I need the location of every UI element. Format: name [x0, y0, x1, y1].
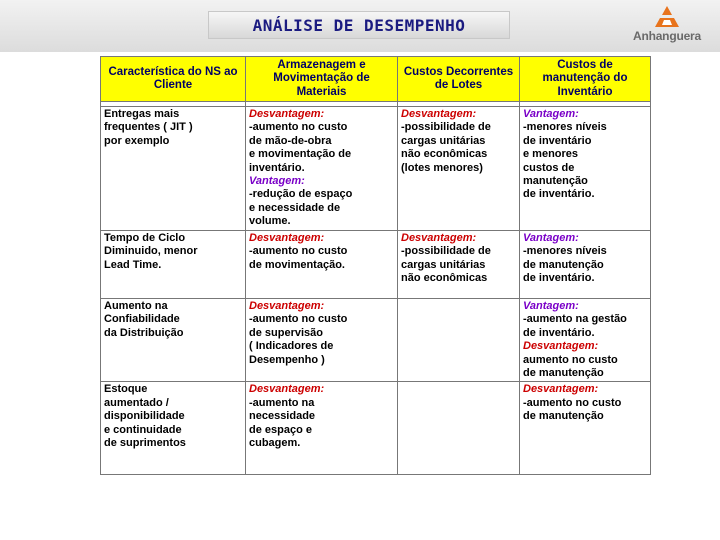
logo-text: Anhanguera: [632, 29, 701, 43]
feature-text: Estoque aumentado / disponibilidade e continuidade de suprimentos: [104, 383, 186, 450]
cell-text: -possibilidade de cargas unitárias não econômicas (lotes menores): [401, 121, 491, 174]
anhanguera-logo-icon: [654, 6, 680, 28]
cell-text: -aumento no custo de movimentação.: [249, 245, 348, 271]
feature-text: Aumento na Confiabilidade da Distribuição: [104, 300, 184, 339]
disadvantage-label: Desvantagem:: [249, 383, 325, 396]
manutencao-cell: [520, 382, 651, 475]
table-row: [101, 231, 651, 299]
armazenagem-cell: [246, 299, 398, 382]
table-header-row: [101, 57, 651, 102]
disadvantage-label: Desvantagem:: [401, 108, 477, 120]
cell-text: aumento no custo de manutenção: [523, 353, 618, 380]
table-row: [101, 107, 651, 231]
feature-cell: [101, 382, 246, 475]
armazenagem-cell: [246, 231, 398, 299]
lotes-cell: [398, 299, 520, 382]
advantage-label: Vantagem:: [523, 300, 579, 312]
cell-text: -menores níveis de manutenção de inventário.: [523, 245, 607, 285]
cell-text: -aumento no custo de supervisão ( Indicadores de Desempenho ): [249, 313, 348, 366]
header-cell: Custos Decorrentes de Lotes: [398, 57, 520, 102]
slide-title: ANÁLISE DE DESEMPENHO: [252, 15, 466, 35]
manutencao-cell: [520, 107, 651, 231]
cell-text: -aumento no custo de mão-de-obra e movimentação de inventário.: [249, 121, 352, 174]
advantage-label: Vantagem:: [523, 108, 579, 120]
header-cell: Característica do NS ao Cliente: [101, 57, 246, 102]
lotes-cell: [398, 231, 520, 299]
disadvantage-label: Desvantagem:: [523, 340, 599, 353]
advantage-label: Vantagem:: [523, 232, 579, 244]
cell-text: -aumento no custo de manutenção: [523, 396, 622, 423]
cell-text: -possibilidade de cargas unitárias não econômicas: [401, 245, 491, 285]
armazenagem-cell: [246, 107, 398, 231]
lotes-cell: [398, 382, 520, 475]
manutencao-cell: [520, 299, 651, 382]
header-cell: Armazenagem e Movimentação de Materiais: [246, 57, 398, 102]
feature-cell: [101, 231, 246, 299]
disadvantage-label: Desvantagem:: [249, 300, 325, 312]
slide-title-box: [208, 11, 510, 39]
feature-cell: [101, 299, 246, 382]
header-cell: Custos de manutenção do Inventário: [520, 57, 651, 102]
disadvantage-label: Desvantagem:: [523, 383, 599, 396]
disadvantage-label: Desvantagem:: [249, 232, 325, 244]
lotes-cell: [398, 107, 520, 231]
performance-analysis-table: [100, 56, 651, 475]
table-row: [101, 299, 651, 382]
manutencao-cell: [520, 231, 651, 299]
feature-text: Entregas mais frequentes ( JIT ) por exemplo: [104, 108, 193, 147]
cell-text: -aumento na necessidade de espaço e cubagem.: [249, 396, 316, 450]
anhanguera-logo: [624, 6, 710, 46]
table-row: [101, 382, 651, 475]
armazenagem-cell: [246, 382, 398, 475]
feature-text: Tempo de Ciclo Diminuido, menor Lead Time.: [104, 232, 198, 271]
disadvantage-label: Desvantagem:: [249, 108, 325, 120]
cell-text: -redução de espaço e necessidade de volume.: [249, 188, 353, 228]
disadvantage-label: Desvantagem:: [401, 232, 477, 244]
cell-text: -aumento na gestão de inventário.: [523, 313, 627, 339]
cell-text: -menores níveis de inventário e menores custos de manutenção de inventário.: [523, 121, 607, 201]
feature-cell: [101, 107, 246, 231]
advantage-label: Vantagem:: [249, 175, 305, 188]
